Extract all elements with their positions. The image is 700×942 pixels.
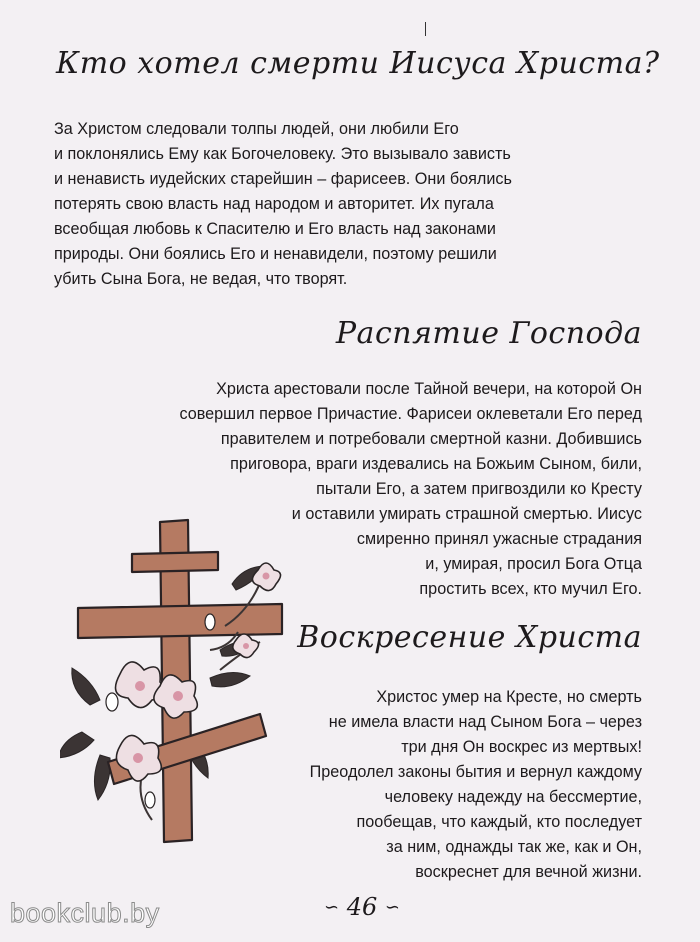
text-line: природы. Они боялись Его и ненавидели, поэтому решили xyxy=(54,245,497,263)
text-line: воскреснет для вечной жизни. xyxy=(415,863,642,881)
section-heading-crucifixion: Распятие Господа xyxy=(335,316,642,351)
text-line: и оставили умирать страшной смертью. Иисус xyxy=(291,505,642,523)
ornament-right-icon: ∽ xyxy=(384,897,400,918)
text-line: убить Сына Бога, не ведая, что творят. xyxy=(54,270,348,288)
text-line: пытали Его, а затем пригвоздили ко Кресту xyxy=(316,480,642,498)
page-title: Кто хотел смерти Иисуса Христа? xyxy=(56,46,660,81)
text-line: не имела власти над Сыном Бога – через xyxy=(328,713,642,731)
text-line: смиренно принял ужасные страдания xyxy=(356,530,642,548)
text-line: правителем и потребовали смертной казни. Добившись xyxy=(220,430,642,448)
ornament-left-icon: ∽ xyxy=(323,897,340,918)
text-line: за ним, однажды так же, как и Он, xyxy=(386,838,642,856)
text-line: человеку надежду на бессмертие, xyxy=(384,788,642,806)
page-number xyxy=(314,893,410,921)
text-line: и ненависть иудейских старейшин – фарисеев. Они боялись xyxy=(54,170,512,188)
watermark: bookclub.by xyxy=(10,898,160,928)
orthodox-cross-with-lilies-icon xyxy=(60,500,300,845)
text-line: приговора, враги издевались на Божьим Сыном, били, xyxy=(230,455,642,473)
text-line: потерять свою власть над народом и авторитет. Их пугала xyxy=(54,195,494,213)
text-line: простить всех, кто мучил Его. xyxy=(419,580,642,598)
paragraph-who-wanted-death xyxy=(54,117,512,292)
page-number-value: 46 xyxy=(346,893,378,921)
section-heading-resurrection: Воскресение Христа xyxy=(297,620,642,655)
text-line: всеобщая любовь к Спасителю и Его власть над законами xyxy=(54,220,496,238)
text-line: Преодолел законы бытия и вернул каждому xyxy=(309,763,642,781)
paragraph-resurrection xyxy=(310,685,642,885)
text-line: и поклонялись Ему как Богочеловеку. Это вызывало зависть xyxy=(54,145,511,163)
text-line: совершил первое Причастие. Фарисеи оклеветали Его перед xyxy=(179,405,642,423)
text-line: пообещав, что каждый, кто последует xyxy=(356,813,642,831)
text-line: и, умирая, просил Бога Отца xyxy=(425,555,642,573)
top-tick-mark xyxy=(425,22,426,36)
text-line: Христос умер на Кресте, но смерть xyxy=(376,688,642,706)
text-line: Христа арестовали после Тайной вечери, на которой Он xyxy=(216,380,642,398)
text-line: три дня Он воскрес из мертвых! xyxy=(401,738,642,756)
text-line: За Христом следовали толпы людей, они любили Его xyxy=(54,120,459,138)
